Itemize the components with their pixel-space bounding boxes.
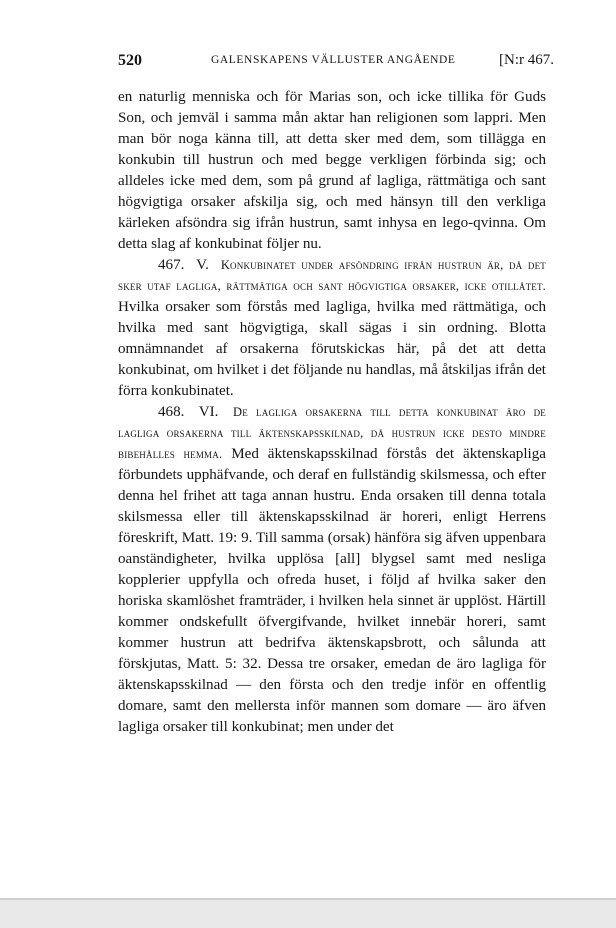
paragraph-468: [118, 402, 546, 738]
body-text: [118, 87, 546, 738]
paragraph-467: [118, 255, 546, 402]
paragraph-text: Med äktenskapsskilnad förstås det äktenskapliga förbundets upphäfvande, och deraf en fullständig skilsmessa, och efter denna hel frihet att taga annan hustru. Enda orsaken till denna totala skilsmessa eller till äktenskapsskilnad är horeri, enligt Herrens föreskrift, Matt. 19: 9. Till samma (orsak) hänföra sig äfven uppenbara oanständigheter, hvilka upplösa [all] blygsel samt med nesliga kopplerier uppfylla och ofreda huset, i följd af hvilka saker den horiska skamlöshet framträder, i hvilken hela sinnet är upplöst. Härtill kommer ondskefullt öfvergifvande, hvilket innebär horeri, samt kommer hustrun att bedrifva äktenskapsbrott, och sålunda att förskjutas, Matt. 5: 32. Dessa tre orsaker, emedan de äro lagliga för äktenskapsskilnad — den första och den tredje inför en offentlig domare, samt den mellersta inför mannen som domare — äro äfven lagliga orsaker till konkubinat; men under det: [118, 446, 546, 735]
page-number: 520: [118, 52, 142, 69]
paragraph-continuation: [118, 87, 546, 255]
section-reference: [N:r 467.: [499, 52, 554, 68]
paragraph-number: 467.: [158, 257, 185, 273]
paragraph-number: 468.: [158, 404, 185, 420]
paragraph-roman: V.: [196, 257, 209, 273]
paragraph-text: Hvilka orsaker som förstås med lagliga, hvilka med rättmätiga, och hvilka med sant högvigtiga, skall sägas i sin ordning. Blotta omnämnandet af orsakerna förutskickas här, på det att detta konkubinat, om hvilket i det följande nu handlas, må åtskiljas ifrån det förra konkubinatet.: [118, 299, 546, 399]
paragraph-text: en naturlig menniska och för Marias son, och icke tillika för Guds Son, och jemväl i samma mån aktar han religionen som lappri. Men man bör noga känna till, att detta sker med dem, som tillägga en konkubin till hustrun och med begge verkligen förbinda sig; och alldeles icke med dem, som på grund af lagliga, rättmätiga och sant högvigtiga orsaker afskilja sig, och med hänsyn till den verkliga kärleken afsöndra sig ifrån hustrun, samt inhysa en lego-qvinna. Om detta slag af konkubinat följer nu.: [118, 89, 546, 252]
running-title: GALENSKAPENS VÄLLUSTER ANGÅENDE: [211, 54, 456, 66]
page-bottom-margin: [0, 900, 616, 928]
page-header: [118, 52, 554, 76]
paragraph-heading: De lagliga orsakerna till detta konkubinat äro de lagliga orsakerna till äktenskapsskilnad, då hustrun icke desto mindre bibehålles hemma.: [118, 405, 546, 461]
paragraph-heading: Konkubinatet under afsöndring ifrån hustrun är, då det sker utaf lagliga, rättmätiga och sant högvigtiga orsaker, icke otillåtet.: [118, 258, 546, 293]
paragraph-roman: VI.: [198, 404, 219, 420]
